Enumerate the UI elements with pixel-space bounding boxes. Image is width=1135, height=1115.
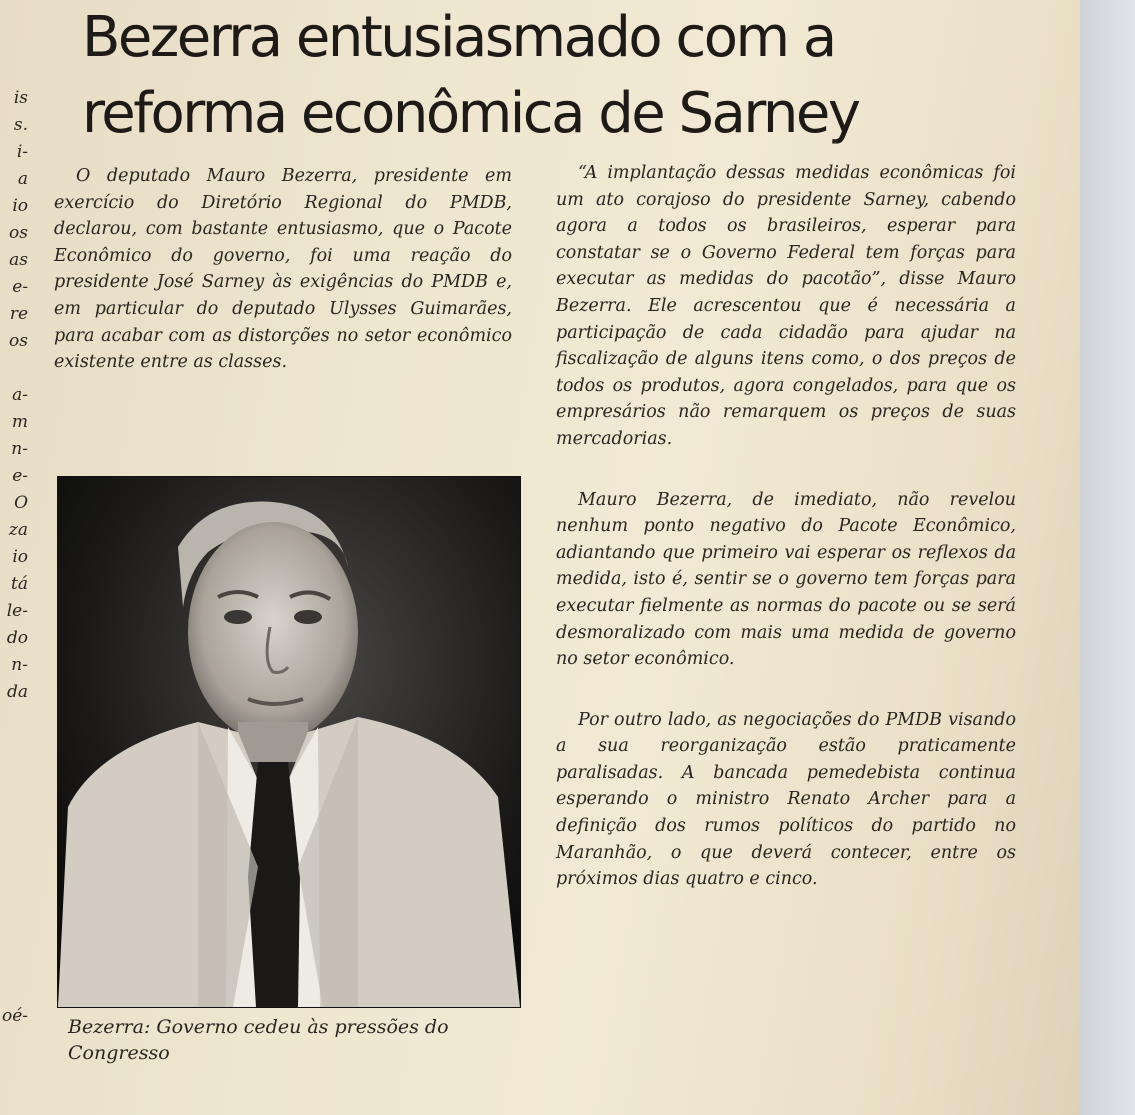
- fragment-text: i-: [16, 142, 28, 162]
- paragraph-2: “A implantação dessas medidas econômicas foi um ato corajoso do presidente Sarney, cabendo agora a todos os brasileiros, esperar para constatar se o Governo Federal tem forças para executar as medidas do pacotão”, disse Mauro Bezerra. Ele acrescentou que é necessária a participação de cada cidadão para ajudar na fiscalização de alguns itens como, o dos preços de todos os produtos, agora congelados, para que os empresários não remarquem os preços de suas mercadorias.: [556, 163, 1016, 449]
- fragment-text: os: [9, 331, 28, 351]
- fragment-text: [0, 949, 28, 976]
- fragment-text: a: [17, 169, 28, 189]
- fragment-text: [0, 355, 28, 382]
- fragment-text: O: [14, 493, 28, 513]
- fragment-text: e-: [12, 277, 28, 297]
- article-column-1: [54, 163, 512, 376]
- fragment-text: is: [13, 88, 28, 108]
- fragment-text: [0, 733, 28, 760]
- fragment-text: [0, 814, 28, 841]
- fragment-text: re: [9, 304, 28, 324]
- fragment-text: s.: [13, 115, 28, 135]
- fragment-text: [0, 976, 28, 1003]
- fragment-text: za: [8, 520, 28, 540]
- fragment-text: as: [9, 250, 28, 270]
- background-edge: [1080, 0, 1135, 1115]
- fragment-text: a-: [12, 385, 28, 405]
- paragraph-4: Por outro lado, as negociações do PMDB visando a sua reorganização estão praticamente paralisadas. A bancada pemedebista continua esperando o ministro Renato Archer para a definição dos rumos políticos do partido no Maranhão, o que deverá contecer, entre os próximos dias quatro e cinco.: [556, 709, 1016, 890]
- fragment-text: os: [9, 223, 28, 243]
- article-column-2: [556, 160, 1016, 893]
- headline: [82, 0, 982, 152]
- fragment-text: [0, 895, 28, 922]
- fragment-text: n-: [11, 655, 28, 675]
- fragment-text: tá: [11, 574, 28, 594]
- fragment-text: [0, 760, 28, 787]
- photo-caption: Bezerra: Governo cedeu às pressões do Congresso: [68, 1016, 449, 1064]
- fragment-text: m: [11, 412, 28, 432]
- fragment-text: da: [6, 682, 28, 702]
- portrait-image: [58, 477, 520, 1007]
- fragment-text: [0, 922, 28, 949]
- paragraph-1: O deputado Mauro Bezerra, presidente em exercício do Diretório Regional do PMDB, declarou, com bastante entusiasmo, que o Pacote Econômico do governo, foi uma reação do presidente José Sarney às exigências do PMDB e, em particular do deputado Ulysses Guimarães, para acabar com as distorções no setor econômico existente entre as classes.: [54, 166, 512, 373]
- fragment-text: le-: [6, 601, 28, 621]
- fragment-text: io: [12, 196, 28, 216]
- fragment-text: do: [6, 628, 28, 648]
- portrait-photo: [57, 476, 521, 1008]
- fragment-text: [0, 787, 28, 814]
- fragment-text: oé-: [1, 1006, 28, 1026]
- headline-line-1: Bezerra entusiasmado com a: [82, 5, 835, 70]
- fragment-text: [0, 706, 28, 733]
- headline-line-2: reforma econômica de Sarney: [82, 81, 859, 146]
- fragment-text: [0, 868, 28, 895]
- fragment-text: e-: [12, 466, 28, 486]
- fragment-text: [0, 841, 28, 868]
- fragment-text: io: [12, 547, 28, 567]
- paragraph-3: Mauro Bezerra, de imediato, não revelou nenhum ponto negativo do Pacote Econômico, adiantando que primeiro vai esperar os reflexos da medida, isto é, sentir se o governo tem forças para executar fielmente as normas do pacote ou se será desmoralizado com mais uma medida de governo no setor econômico.: [556, 489, 1016, 670]
- fragment-text: n-: [11, 439, 28, 459]
- adjacent-column-fragments: [0, 85, 28, 1115]
